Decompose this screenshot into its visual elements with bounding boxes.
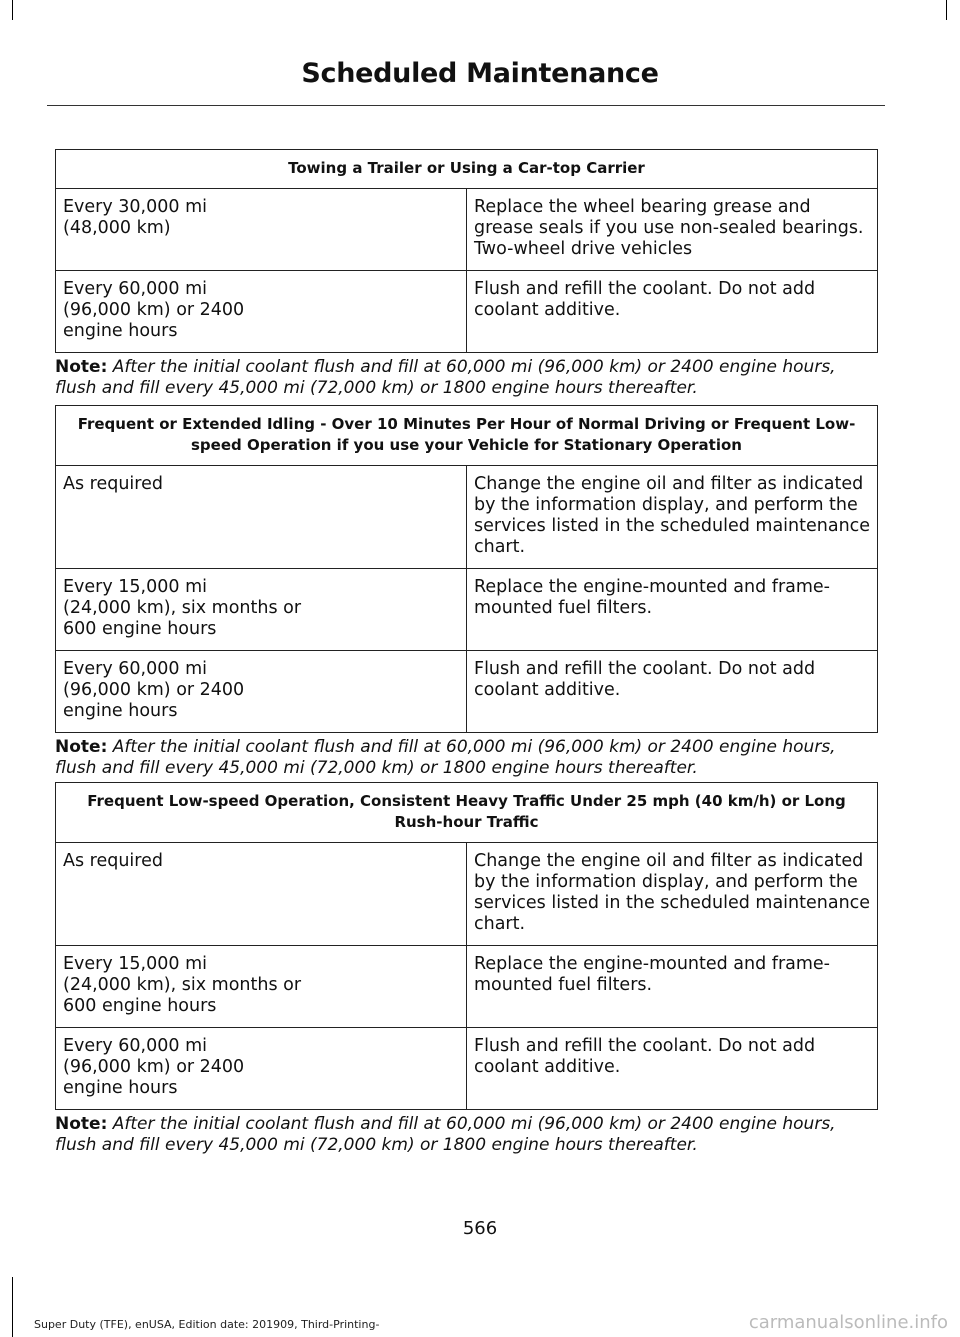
- interval-cell: [56, 569, 467, 651]
- table-heading: Towing a Trailer or Using a Car-top Carrier: [56, 150, 878, 189]
- interval-text: As required: [63, 851, 163, 871]
- table-row: [56, 1028, 878, 1110]
- interval-cell: [56, 271, 467, 353]
- interval-cell: [56, 1028, 467, 1110]
- interval-text: As required: [63, 474, 163, 494]
- action-cell: [467, 189, 878, 271]
- action-text: Replace the engine-mounted and frame-mounted fuel filters.: [474, 954, 830, 995]
- action-cell: [467, 1028, 878, 1110]
- action-text: Change the engine oil and filter as indicated by the information display, and perform the services listed in the scheduled maintenance chart.: [474, 474, 871, 557]
- interval-cell: [56, 843, 467, 946]
- page-number: 566: [462, 1218, 498, 1239]
- table-row: [56, 466, 878, 569]
- interval-cell: [56, 466, 467, 569]
- interval-text: Every 30,000 mi (48,000 km): [63, 197, 207, 238]
- interval-cell: [56, 651, 467, 733]
- header-divider: [47, 105, 885, 106]
- action-cell: [467, 651, 878, 733]
- action-text: Flush and refill the coolant. Do not add coolant additive.: [474, 279, 816, 320]
- note-label: Note:: [55, 737, 108, 757]
- table-row: [56, 271, 878, 353]
- table-heading: Frequent or Extended Idling - Over 10 Minutes Per Hour of Normal Driving or Frequent Low-speed Operation if you use your Vehicle for Stationary Operation: [56, 406, 878, 466]
- interval-text: Every 60,000 mi (96,000 km) or 2400 engine hours: [63, 279, 245, 341]
- note-label: Note:: [55, 1114, 108, 1134]
- note-text: After the initial coolant flush and fill at 60,000 mi (96,000 km) or 2400 engine hours, flush and fill every 45,000 mi (72,000 km) or 1800 engine hours thereafter.: [55, 1114, 836, 1155]
- maintenance-table: [55, 405, 878, 733]
- action-cell: [467, 271, 878, 353]
- table-row: [56, 946, 878, 1028]
- action-text: Replace the wheel bearing grease and grease seals if you use non-sealed bearings. Two-wheel drive vehicles: [474, 197, 864, 259]
- note-text: After the initial coolant flush and fill at 60,000 mi (96,000 km) or 2400 engine hours, flush and fill every 45,000 mi (72,000 km) or 1800 engine hours thereafter.: [55, 357, 836, 398]
- table-heading: Frequent Low-speed Operation, Consistent Heavy Traffic Under 25 mph (40 km/h) or Long Rush-hour Traffic: [56, 783, 878, 843]
- interval-text: Every 60,000 mi (96,000 km) or 2400 engine hours: [63, 659, 245, 721]
- table-row: [56, 189, 878, 271]
- action-text: Flush and refill the coolant. Do not add coolant additive.: [474, 659, 816, 700]
- maintenance-table: [55, 149, 878, 353]
- table-row: [56, 843, 878, 946]
- interval-text: Every 15,000 mi (24,000 km), six months or 600 engine hours: [63, 577, 302, 639]
- maintenance-section-idling: [55, 405, 878, 779]
- interval-cell: [56, 189, 467, 271]
- note: [55, 1114, 878, 1156]
- note: [55, 737, 878, 779]
- action-cell: [467, 946, 878, 1028]
- action-cell: [467, 466, 878, 569]
- page-title: Scheduled Maintenance: [301, 58, 659, 89]
- maintenance-table: [55, 782, 878, 1110]
- action-cell: [467, 843, 878, 946]
- note: [55, 357, 878, 399]
- note-text: After the initial coolant flush and fill at 60,000 mi (96,000 km) or 2400 engine hours, flush and fill every 45,000 mi (72,000 km) or 1800 engine hours thereafter.: [55, 737, 836, 778]
- crop-mark-top-left: [12, 0, 13, 20]
- crop-mark-bottom-left: [12, 1277, 13, 1337]
- action-text: Replace the engine-mounted and frame-mounted fuel filters.: [474, 577, 830, 618]
- interval-text: Every 15,000 mi (24,000 km), six months or 600 engine hours: [63, 954, 302, 1016]
- interval-cell: [56, 946, 467, 1028]
- action-text: Change the engine oil and filter as indicated by the information display, and perform the services listed in the scheduled maintenance chart.: [474, 851, 871, 934]
- crop-mark-top-right: [946, 0, 947, 20]
- table-row: [56, 651, 878, 733]
- interval-text: Every 60,000 mi (96,000 km) or 2400 engine hours: [63, 1036, 245, 1098]
- table-row: [56, 569, 878, 651]
- note-label: Note:: [55, 357, 108, 377]
- maintenance-section-low-speed: [55, 782, 878, 1156]
- maintenance-section-towing: [55, 149, 878, 399]
- action-cell: [467, 569, 878, 651]
- watermark: carmanualsonline.info: [748, 1312, 948, 1333]
- footer-edition-info: Super Duty (TFE), enUSA, Edition date: 201909, Third-Printing-: [34, 1318, 380, 1331]
- action-text: Flush and refill the coolant. Do not add coolant additive.: [474, 1036, 816, 1077]
